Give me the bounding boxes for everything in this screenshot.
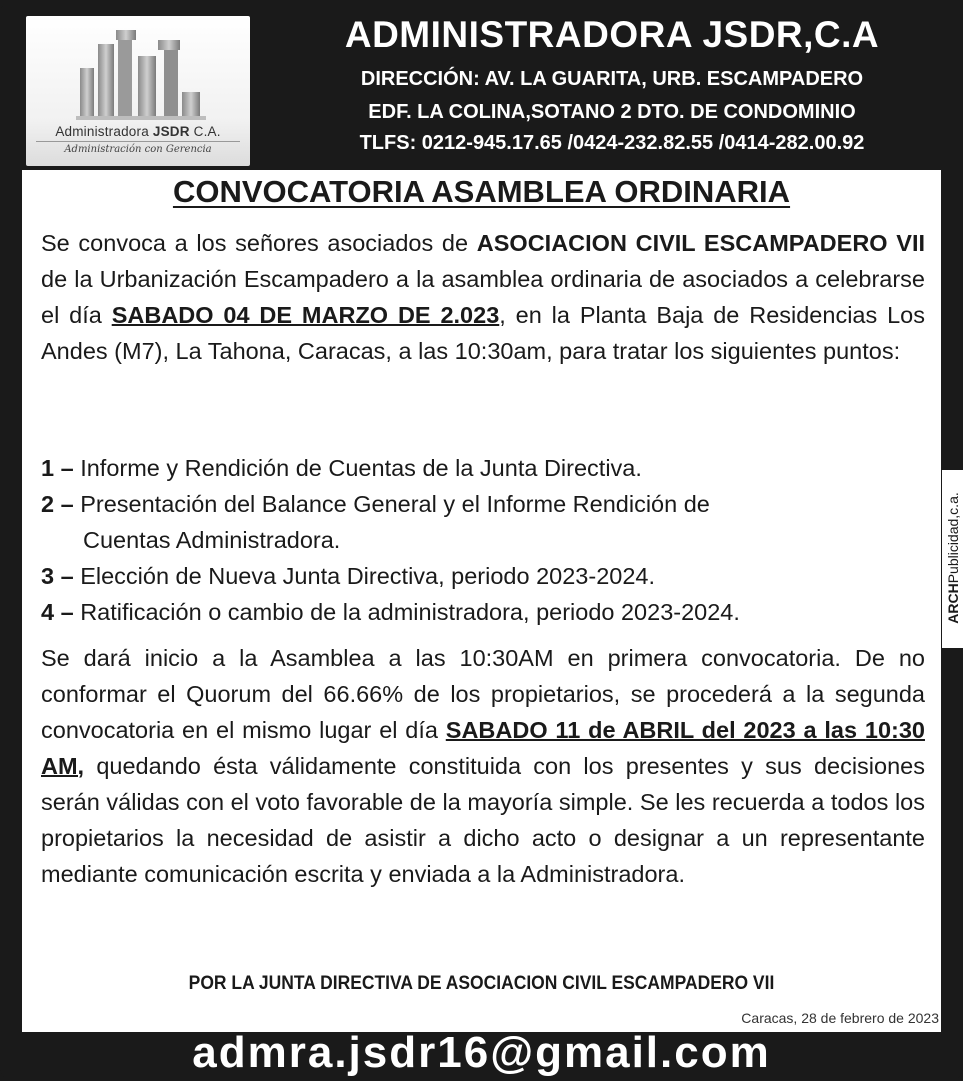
contact-email: admra.jsdr16@gmail.com bbox=[192, 1028, 771, 1077]
logo-tagline: Administración con Gerencia bbox=[26, 144, 250, 155]
header-phones: TLFS: 0212-945.17.65 /0424-232.82.55 /0414-282.00.92 bbox=[359, 132, 865, 154]
issue-date: Caracas, 28 de febrero de 2023 bbox=[741, 1010, 939, 1026]
signature-line: POR LA JUNTA DIRECTIVA DE ASOCIACION CIVIL ESCAMPADERO VII bbox=[188, 973, 775, 994]
second-call-date: SABADO 11 de ABRIL del 2023 a las 10:30 AM, bbox=[41, 717, 925, 779]
list-item: 3 – Elección de Nueva Junta Directiva, periodo 2023-2024. bbox=[41, 563, 655, 589]
notice-title: CONVOCATORIA ASAMBLEA ORDINARIA bbox=[172, 174, 791, 209]
header-address-line-2: EDF. LA COLINA,SOTANO 2 DTO. DE CONDOMINIO bbox=[368, 101, 856, 123]
side-credit: ARCHPublicidad,c.a. bbox=[945, 492, 961, 624]
notice-body bbox=[22, 170, 941, 1032]
list-item: 4 – Ratificación o cambio de la administradora, periodo 2023-2024. bbox=[41, 599, 740, 625]
association-name: ASOCIACION CIVIL ESCAMPADERO VII bbox=[476, 230, 926, 256]
buildings-logo-icon bbox=[76, 22, 206, 122]
meeting-date: SABADO 04 DE MARZO DE 2.023 bbox=[111, 302, 500, 328]
agenda-list bbox=[41, 450, 925, 630]
logo-company-name: Administradora JSDR C.A. bbox=[55, 124, 221, 139]
header-title: ADMINISTRADORA JSDR,C.A bbox=[344, 14, 880, 55]
header-address-line-1: DIRECCIÓN: AV. LA GUARITA, URB. ESCAMPADERO bbox=[360, 68, 864, 90]
list-item: 1 – Informe y Rendición de Cuentas de la Junta Directiva. bbox=[41, 455, 642, 481]
second-paragraph: Se dará inicio a la Asamblea a las 10:30AM en primera convocatoria. De no conformar el Quorum del 66.66% de los propietarios, se procederá a la segunda convocatoria en el mismo lugar el día SABADO 11 de ABRIL del 2023 a las 10:30 AM, quedando ésta válidamente constituida con los presentes y sus decisiones serán válidas con el voto favorable de la mayoría simple. Se les recuerda a todos los propietarios la necesidad de asistir a dicho acto o designar a un representante mediante comunicación escrita y enviada a la Administradora. bbox=[41, 645, 925, 887]
company-logo bbox=[26, 16, 250, 166]
intro-paragraph: Se convoca a los señores asociados de ASOCIACION CIVIL ESCAMPADERO VII de la Urbanización Escampadero a la asamblea ordinaria de asociados a celebrarse el día SABADO 04 DE MARZO DE 2.023, en la Planta Baja de Residencias Los Andes (M7), La Tahona, Caracas, a las 10:30am, para tratar los siguientes puntos: bbox=[41, 230, 926, 364]
list-item: 2 – Presentación del Balance General y el Informe Rendición de bbox=[41, 491, 710, 517]
list-item-continuation: Cuentas Administradora. bbox=[83, 527, 341, 553]
